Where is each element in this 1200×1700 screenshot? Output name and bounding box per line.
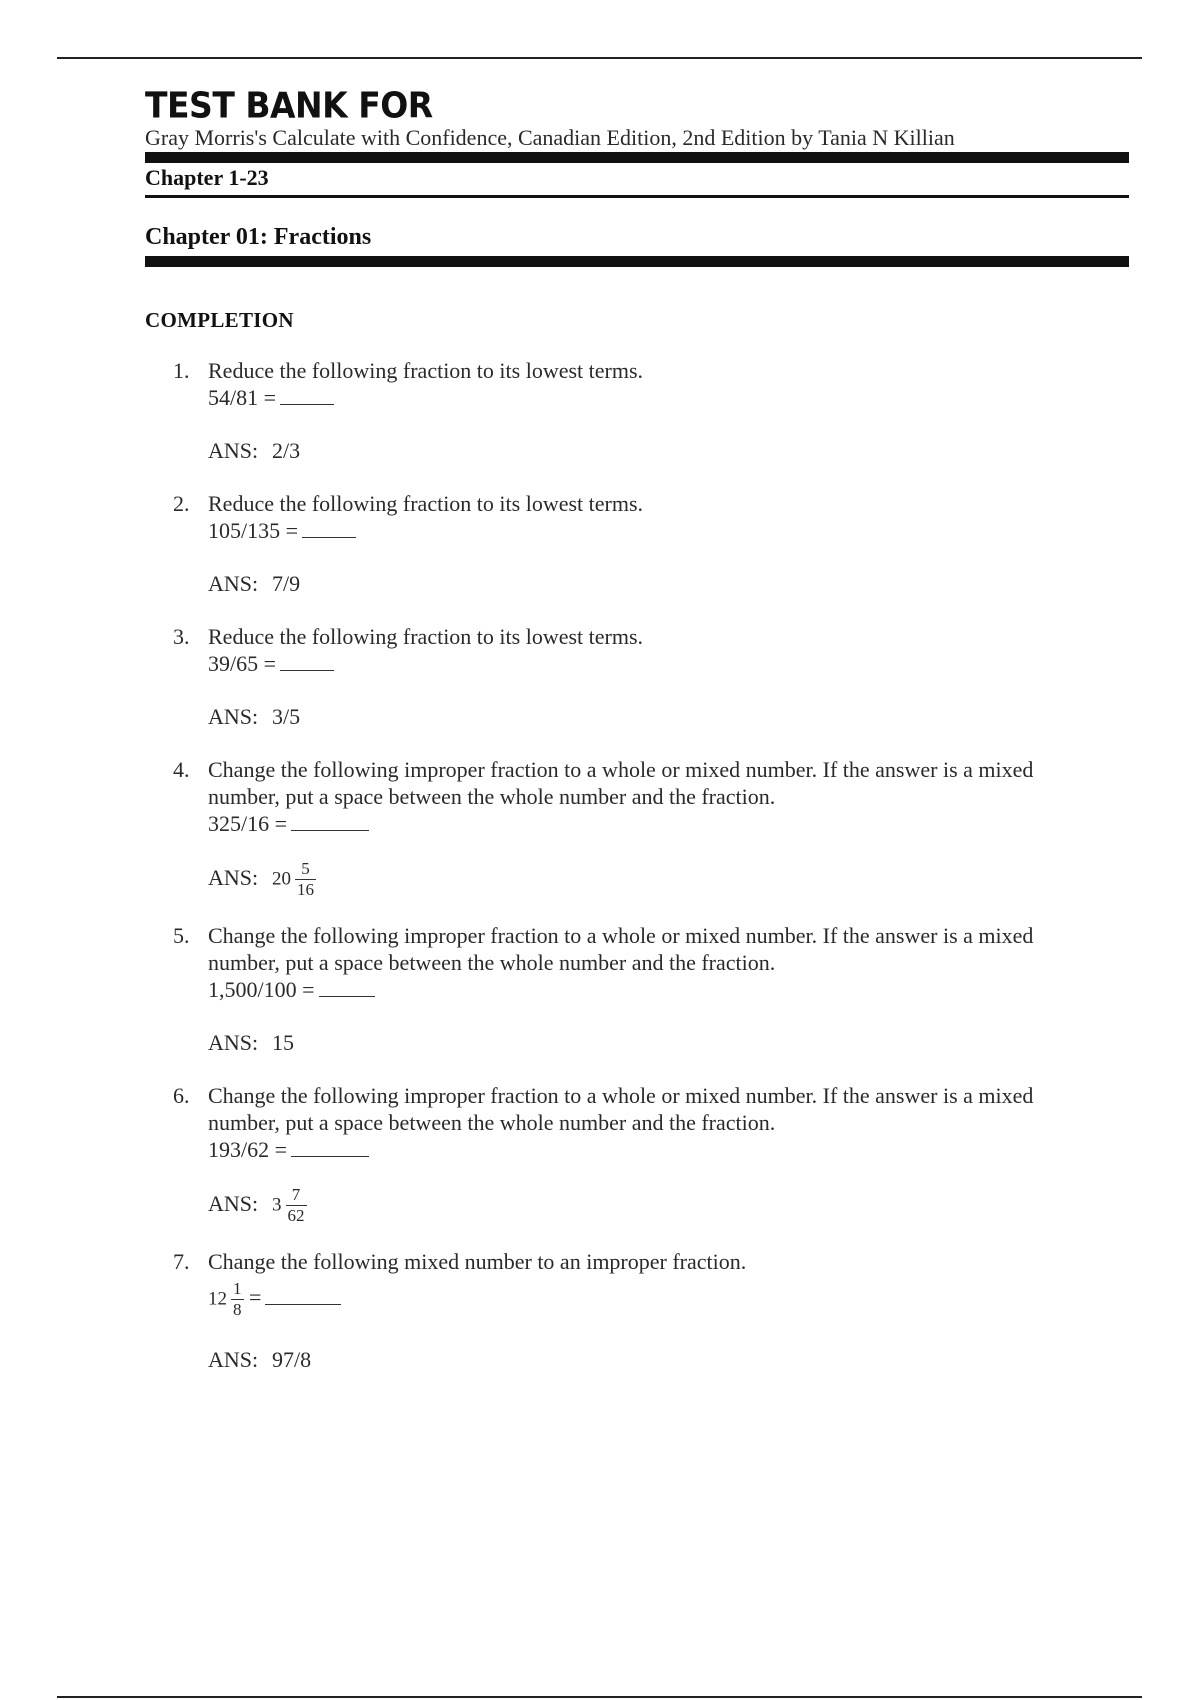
answer-line (208, 1346, 1129, 1373)
question-number: 5. (173, 923, 190, 948)
question-prompt-line1: Change the following improper fraction to a whole or mixed number. If the answer is a mixed (208, 757, 1034, 782)
answer-fraction (286, 1185, 307, 1226)
question-prompt: Change the following mixed number to an improper fraction. (208, 1249, 747, 1274)
answer-line (208, 437, 1129, 464)
expression-text: 39/65 = (208, 651, 277, 676)
answer-denominator: 16 (297, 880, 314, 899)
question-prompt-line2: number, put a space between the whole number and the fraction. (208, 1110, 776, 1135)
question-prompt-line1: Change the following improper fraction to a whole or mixed number. If the answer is a mixed (208, 923, 1034, 948)
question-expression (208, 1279, 1129, 1320)
question-item (145, 623, 1129, 730)
question-item (145, 922, 1129, 1056)
page-bottom-rule (57, 1696, 1142, 1698)
question-prompt: Reduce the following fraction to its lowest terms. (208, 358, 644, 383)
answer-blank (265, 1286, 341, 1305)
answer-blank (319, 978, 375, 997)
question-expression (208, 517, 1129, 544)
question-number: 3. (173, 624, 190, 649)
question-prompt-line1: Change the following improper fraction to a whole or mixed number. If the answer is a mixed (208, 1083, 1034, 1108)
answer-blank (302, 519, 356, 538)
answer-label: ANS: (208, 1030, 259, 1055)
answer-value: 2/3 (272, 438, 301, 463)
answer-numerator: 5 (301, 859, 310, 878)
answer-line (208, 1185, 1129, 1226)
answer-label: ANS: (208, 438, 259, 463)
expression-text: 54/81 = (208, 385, 277, 410)
answer-label: ANS: (208, 704, 259, 729)
question-expression (208, 810, 1129, 837)
question-expression (208, 976, 1129, 1003)
question-item (145, 1082, 1129, 1226)
question-number: 2. (173, 491, 190, 516)
expression-numerator: 1 (233, 1279, 242, 1298)
answer-blank (291, 1138, 369, 1157)
title-divider-thick (145, 152, 1129, 163)
test-bank-title: TEST BANK FOR (145, 84, 433, 127)
answer-fraction (295, 859, 316, 900)
expression-text: 105/135 = (208, 518, 299, 543)
expression-text: 1,500/100 = (208, 977, 315, 1002)
answer-line (208, 703, 1129, 730)
page-top-rule (57, 57, 1142, 59)
answer-numerator: 7 (291, 1185, 301, 1204)
question-number: 7. (173, 1249, 190, 1274)
question-prompt-line2: number, put a space between the whole number and the fraction. (208, 784, 776, 809)
answer-blank (280, 652, 334, 671)
answer-whole: 3 (272, 1194, 282, 1216)
answer-line (208, 859, 1129, 900)
expression-equals: = (249, 1284, 262, 1310)
answer-label: ANS: (208, 571, 259, 596)
question-expression (208, 384, 1129, 411)
chapter-range: Chapter 1-23 (145, 165, 269, 190)
answer-value: 97/8 (272, 1347, 312, 1372)
question-number: 1. (173, 358, 190, 383)
document-content (145, 84, 1129, 1373)
chapter-range-divider (145, 195, 1129, 198)
chapter-heading-divider (145, 256, 1129, 267)
answer-value: 15 (272, 1030, 294, 1055)
question-number: 6. (173, 1083, 190, 1108)
chapter-heading: Chapter 01: Fractions (145, 224, 372, 250)
expression-text: 325/16 = (208, 811, 288, 836)
answer-label: ANS: (208, 864, 259, 890)
expression-denominator: 8 (233, 1300, 242, 1319)
answer-line (208, 570, 1129, 597)
question-list (145, 357, 1129, 1373)
question-prompt-line2: number, put a space between the whole number and the fraction. (208, 950, 776, 975)
expression-fraction (231, 1279, 244, 1320)
answer-whole: 20 (272, 868, 291, 890)
expression-whole: 12 (208, 1288, 227, 1310)
answer-denominator: 62 (287, 1206, 305, 1225)
question-prompt: Reduce the following fraction to its lowest terms. (208, 491, 644, 516)
book-title: Gray Morris's Calculate with Confidence, Canadian Edition, 2nd Edition by Tania N Killian (145, 125, 955, 150)
answer-blank (280, 386, 334, 405)
answer-value: 7/9 (272, 571, 301, 596)
question-item (145, 490, 1129, 597)
answer-blank (291, 812, 369, 831)
answer-value: 3/5 (272, 704, 301, 729)
section-heading: COMPLETION (145, 308, 294, 332)
answer-label: ANS: (208, 1190, 259, 1216)
expression-text: 193/62 = (208, 1137, 288, 1162)
answer-line (208, 1029, 1129, 1056)
question-item (145, 756, 1129, 900)
question-prompt: Reduce the following fraction to its lowest terms. (208, 624, 644, 649)
question-item (145, 357, 1129, 464)
question-item (145, 1248, 1129, 1373)
question-expression (208, 1136, 1129, 1163)
question-number: 4. (173, 757, 190, 782)
answer-label: ANS: (208, 1347, 259, 1372)
question-expression (208, 650, 1129, 677)
